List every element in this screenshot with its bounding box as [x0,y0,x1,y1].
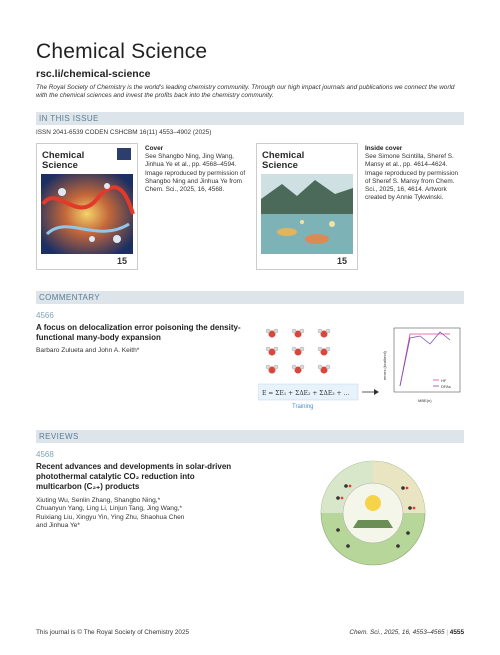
molecule-grid [266,329,330,374]
commentary-authors: Barbaro Zulueta and John A. Keith* [36,347,140,354]
mini-chart-xlabel: MBE(n) [418,398,432,403]
inside-cover-mini-title: Chemical Science [262,150,305,171]
issn-line: ISSN 2041-6539 CODEN CSHCBM 16(11) 4553–4902 (2025) [36,129,212,136]
reviews-graphic [318,458,428,568]
reviews-title-line: Recent advances and developments in solar-driven [36,462,232,471]
section-heading: REVIEWS [39,432,79,441]
cover-text: See Shangbo Ning, Jing Wang, Jinhua Ye et al., pp. 4568–4594. Image reproduced by permission of Shangbo Ning and Jinhua Ye from Chem. Sci., 2025, 16, 4568. [145,153,246,194]
legend-hf: HF [441,378,447,383]
footer-citation: Chem. Sci., 2025, 16, 4553–4565 | 4555 [349,629,464,636]
section-bar-commentary [36,291,464,304]
cover-label: Cover [145,145,164,152]
commentary-title[interactable]: A focus on delocalization error poisoning the density-functional many-body expansion [36,323,241,342]
section-heading: IN THIS ISSUE [39,114,99,123]
svg-text:E = ΣE₁ + ΣΔE₂ + ΣΔE₃ + …: E = ΣE₁ + ΣΔE₂ + ΣΔE₃ + … [262,390,350,397]
cover-mini-title: Chemical Science [42,150,85,171]
reviews-graphic-svg [318,458,428,568]
reviews-title[interactable] [36,462,281,492]
footer-copyright: This journal is © The Royal Society of Chemistry 2025 [36,629,190,636]
inside-cover-caption [365,145,465,202]
journal-url[interactable]: rsc.li/chemical-science [36,68,151,80]
section-bar-in-this-issue [36,112,464,125]
inside-cover-text: See Simone Scintilla, Sheref S. Mansy et al., pp. 4614–4624. Image reproduced by permission of Sheref S. Mansy from Chem. Sci., 2025, 16, 4614. Artwork created by Annie Tykwinski. [365,153,459,202]
cover-image[interactable] [36,143,138,270]
reviews-authors-line: Ruixiang Liu, Xingyu Yin, Ying Zhu, Shaohua Chen [36,513,185,521]
inside-cover-image[interactable] [256,143,358,270]
commentary-graphic-svg [258,322,468,412]
section-bar-reviews [36,430,464,443]
reviews-authors-line: and Jinhua Ye* [36,521,81,529]
section-heading: COMMENTARY [39,293,101,302]
inside-cover-label: Inside cover [365,145,403,152]
journal-intro: The Royal Society of Chemistry is the world's leading chemistry community. Through our high impact journals and publications we connect the world with the chemical sciences and invest the profits back into the chemistry community. [36,84,455,100]
commentary-page-number[interactable]: 4566 [36,311,54,320]
reviews-authors-line: Xiuting Wu, Senlin Zhang, Shangbo Ning,* [36,497,161,504]
inside-cover-mini-number: 15 [337,256,348,266]
reviews-authors-line: Chuanyun Yang, Ling Li, Linjun Tang, Jing Wang,* [36,505,183,513]
mini-chart-ylabel: errors (kcal/mol) [382,351,387,380]
commentary-graphic [258,322,468,412]
legend-dfas: DFAs [441,384,451,389]
reviews-title-line: photothermal catalytic CO₂ reduction into [36,472,195,481]
footer-page-number: 4555 [449,629,464,636]
cover-caption [145,145,250,194]
reviews-authors [36,497,281,530]
cover-mini-number: 15 [117,256,128,266]
training-label: Training [292,404,314,410]
journal-title: Chemical Science [36,40,208,63]
reviews-title-line: multicarbon (C₂₊) products [36,482,140,491]
footer-citation-text: Chem. Sci., 2025, 16, 4553–4565 [349,629,445,636]
reviews-page-number[interactable]: 4568 [36,450,54,459]
